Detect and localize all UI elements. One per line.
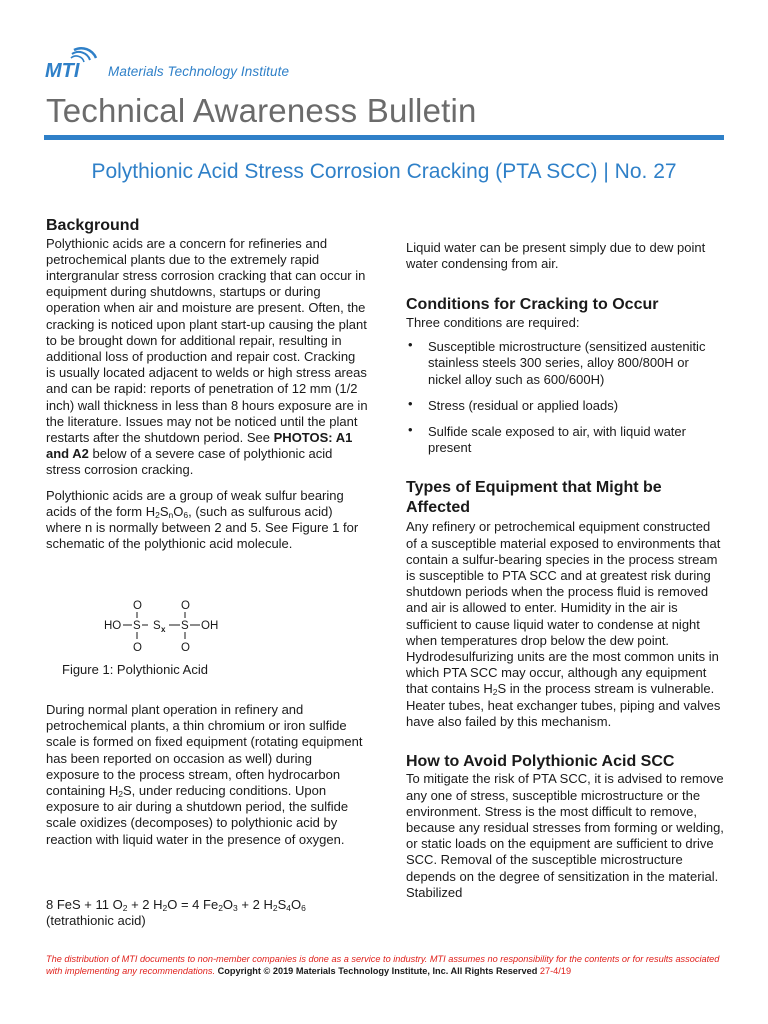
conditions-intro: Three conditions are required:: [406, 314, 580, 330]
figure-caption: Figure 1: Polythionic Acid: [62, 662, 208, 677]
logo-text: MTI: [45, 60, 80, 80]
background-paragraph: Polythionic acids are a concern for refineries and petrochemical plants due to the extremely rapid intergranular stress corrosion cracking that can occur in equipment during shutdowns, startups or during operation when air and moisture are present. Often, the cracking is noticed upon plant start-up causing the plant to be brought down for additional repair, resulting in additional loss of production and repair cost. Cracking is usually located adjacent to welds or high stress areas and can be rapid: reports of penetration of 12 mm (1/2 inch) wall thickness in less than 8 hours exposure are in the literature. Issues may not be noticed until the plant restarts after the shutdown period. See PHOTOS: A1 and A2 below of a severe case of polythionic acid stress corrosion cracking.: [46, 235, 368, 478]
conditions-heading: Conditions for Cracking to Occur: [406, 296, 659, 314]
reaction-equation: 8 FeS + 11 $O_2 + 2$ $H_2O = 4$ $Fe_2O_3 + 2$ $H_2S_4O_6$ (tetrathionic acid): [46, 897, 368, 929]
list-item: • Susceptible microstructure (sensitized austenitic stainless steels 300 series, alloy 800/800H or nickel alloy such as 600/600H): [408, 337, 706, 387]
bulletin-subtitle: Polythionic Acid Stress Corrosion Cracking (PTA SCC) | No. 27: [91, 160, 677, 183]
svg-text:HO: HO: [104, 620, 122, 632]
list-item: • Stress (residual or applied loads): [408, 395, 619, 413]
header-rule: [44, 135, 724, 140]
svg-text:S: S: [153, 620, 161, 632]
equipment-heading: Types of Equipment that Might be Affected: [406, 479, 662, 516]
footer-copyright: Copyright © 2019 Materials Technology Institute, Inc. All Rights Reserved: [217, 965, 538, 976]
list-item: • Sulfide scale exposed to air, with liquid water present: [408, 421, 686, 456]
photos-reference: PHOTOS: A1 and A2: [46, 429, 353, 462]
svg-text:O: O: [181, 600, 190, 612]
dew-point-paragraph: Liquid water can be present simply due to dew point water condensing from air.: [406, 240, 706, 272]
organization-name: Materials Technology Institute: [108, 64, 290, 79]
equipment-paragraph: Any refinery or petrochemical equipment constructed of a susceptible material exposed to environments that contain a sulfur-bearing species in the process stream is susceptible to PTA SCC and at greatest risk during shutdown periods when the process fluid is removed and air is allowed to enter. Humidity in the air is sufficient to cause liquid water to condense at night when temperatures drop below the dew point. Hydrodesulfurizing units are the most common units in which PTA SCC may occur, although any equipment that contains $H_2S$ in the process stream is vulnerable. Heater tubes, heat exchanger tubes, piping and valves have also failed by this mechanism.: [406, 519, 721, 729]
bulletin-title: Technical Awareness Bulletin: [46, 92, 477, 129]
avoid-paragraph: To mitigate the risk of PTA SCC, it is advised to remove any one of stress, susceptible microstructure or the environment. Stress is the most difficult to remove, because any residual stresses from forming or welding, or static loads on the equipment are sufficient to drive SCC. Removal of the susceptible microstructure depends on the degree of sensitization in the material. Stabilized: [406, 771, 724, 900]
conditions-list: [406, 339, 724, 456]
footer-code: 27-4/19: [539, 965, 572, 976]
svg-text:O: O: [133, 642, 142, 653]
svg-text:S: S: [133, 620, 141, 632]
polythionic-paragraph: Polythionic acids are a group of weak sulfur bearing acids of the form $H_2S_nO_6$, (such as sulfurous acid) where n is normally between 2 and 5. See Figure 1 for schematic of the polythionic acid molecule.: [46, 487, 359, 552]
svg-text:O: O: [133, 600, 142, 612]
mti-logo: [44, 46, 104, 80]
footer-disclaimer: The distribution of MTI documents to non-member companies is done as a service to industry. MTI assumes no responsibility for the contents or for results associated with implementing any recommendations.: [46, 954, 720, 976]
polythionic-acid-structure: [104, 598, 234, 653]
svg-text:x: x: [161, 625, 166, 634]
scale-paragraph: During normal plant operation in refinery and petrochemical plants, a thin chromium or iron sulfide scale is formed on fixed equipment (rotating equipment has been reported on occasion as well) during exposure to the process stream, often hydrocarbon containing $H_2S$, under reducing conditions. Upon exposure to air during a shutdown period, the sulfide scale oxidizes (decomposes) to polythionic acid by reaction with liquid water in the presence of oxygen.: [46, 702, 363, 847]
equation-note: (tetrathionic acid): [46, 913, 146, 929]
svg-text:S: S: [181, 620, 189, 632]
svg-text:O: O: [181, 642, 190, 653]
background-heading: Background: [46, 217, 140, 234]
right-column: [406, 240, 724, 901]
left-column: [46, 216, 368, 552]
avoid-heading: How to Avoid Polythionic Acid SCC: [406, 752, 675, 770]
svg-text:OH: OH: [201, 620, 219, 632]
footer: [46, 954, 732, 977]
